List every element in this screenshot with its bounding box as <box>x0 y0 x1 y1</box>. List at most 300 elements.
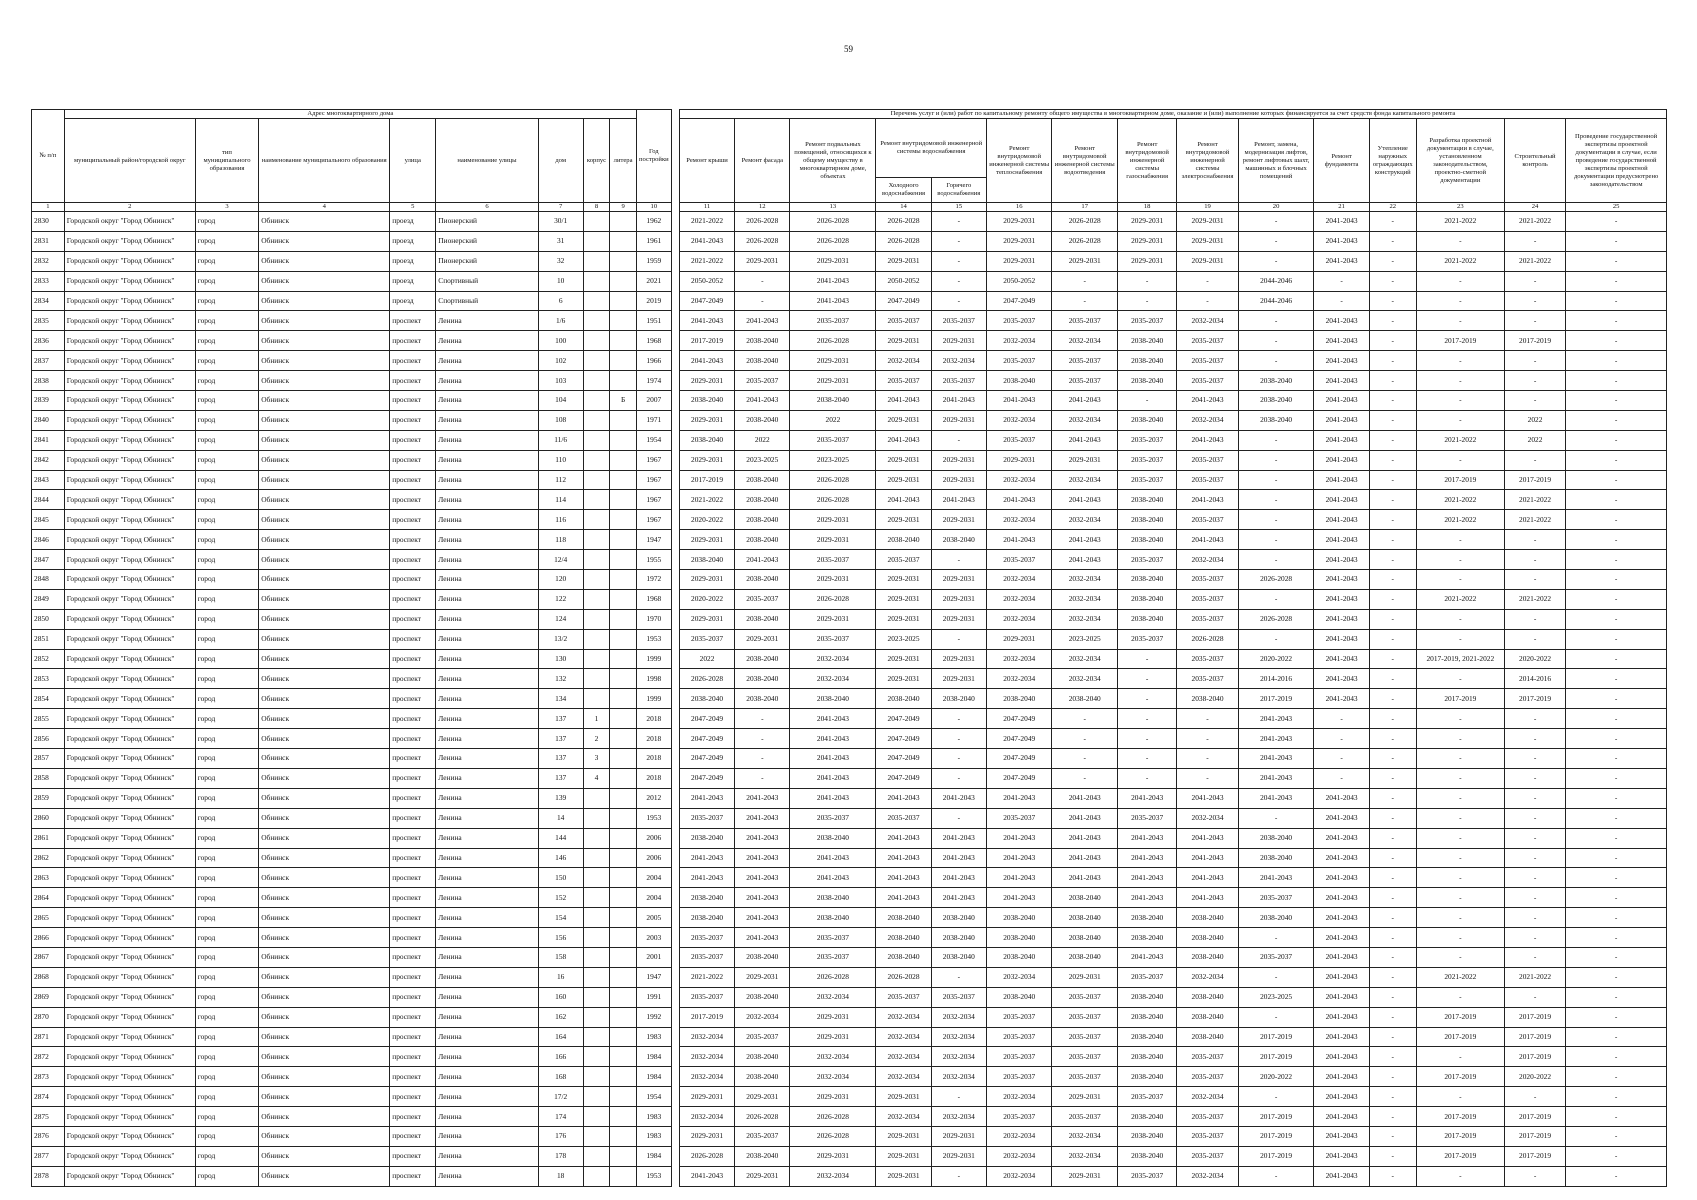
table-cell: 2003 <box>636 928 671 948</box>
table-cell: проспект <box>390 570 436 590</box>
table-cell: 2029-2031 <box>986 629 1052 649</box>
table-cell <box>583 510 610 530</box>
table-cell: 2038-2040 <box>790 689 876 709</box>
gap-cell <box>671 908 679 928</box>
table-cell: Обнинск <box>259 212 390 232</box>
table-cell: 2038-2040 <box>1117 987 1176 1007</box>
table-cell: 2035-2037 <box>1052 1027 1118 1047</box>
table-cell: 2041-2043 <box>1314 351 1369 371</box>
table-cell: Ленина <box>436 788 538 808</box>
gap-cell <box>671 868 679 888</box>
column-number-cell: 8 <box>583 203 610 212</box>
table-cell: 1947 <box>636 967 671 987</box>
table-cell: 11/6 <box>538 430 583 450</box>
table-cell: Обнинск <box>259 271 390 291</box>
table-cell: Городской округ "Город Обнинск" <box>64 470 195 490</box>
table-cell: 114 <box>538 490 583 510</box>
table-cell: 2029-2031 <box>1177 212 1238 232</box>
col-header-num: № п/п <box>32 110 65 203</box>
table-cell: 166 <box>538 1047 583 1067</box>
gap-cell <box>671 251 679 271</box>
table-cell: 2029-2031 <box>931 1146 986 1166</box>
table-cell: 2035-2037 <box>876 808 931 828</box>
table-cell: 174 <box>538 1107 583 1127</box>
table-cell: Городской округ "Город Обнинск" <box>64 510 195 530</box>
table-cell: 2035-2037 <box>1177 470 1238 490</box>
table-cell: - <box>735 749 790 769</box>
table-cell: 2029-2031 <box>790 371 876 391</box>
table-cell <box>610 510 637 530</box>
table-cell: 2029-2031 <box>735 1087 790 1107</box>
table-cell: 12/4 <box>538 550 583 570</box>
table-cell: - <box>1416 450 1504 470</box>
col-header-korpus: корпус <box>583 119 610 203</box>
table-cell: Городской округ "Город Обнинск" <box>64 868 195 888</box>
table-cell: проспект <box>390 709 436 729</box>
table-cell: 2038-2040 <box>1177 1007 1238 1027</box>
table-cell: проспект <box>390 1027 436 1047</box>
table-cell: 132 <box>538 669 583 689</box>
table-cell: 2017-2019 <box>1504 331 1565 351</box>
table-cell: 2 <box>583 729 610 749</box>
table-cell <box>610 212 637 232</box>
table-cell: - <box>1504 808 1565 828</box>
table-cell: 1968 <box>636 331 671 351</box>
table-cell: 2864 <box>32 888 65 908</box>
table-cell: - <box>1566 967 1667 987</box>
table-cell: проспект <box>390 1047 436 1067</box>
table-cell: - <box>1238 231 1314 251</box>
table-cell: 2035-2037 <box>1052 1007 1118 1027</box>
table-cell <box>583 689 610 709</box>
table-cell: 1991 <box>636 987 671 1007</box>
table-cell: Ленина <box>436 609 538 629</box>
table-cell: 17/2 <box>538 1087 583 1107</box>
table-cell: 2032-2034 <box>986 510 1052 530</box>
table-cell: Городской округ "Город Обнинск" <box>64 291 195 311</box>
table-cell: Обнинск <box>259 430 390 450</box>
table-cell: 2041-2043 <box>1177 391 1238 411</box>
table-cell: город <box>195 1007 258 1027</box>
table-cell: 2035-2037 <box>790 947 876 967</box>
table-cell: 2032-2034 <box>931 1027 986 1047</box>
table-cell: 2041-2043 <box>1314 669 1369 689</box>
table-row <box>32 1007 1667 1027</box>
table-cell: - <box>1117 271 1176 291</box>
table-cell: 2035-2037 <box>986 311 1052 331</box>
table-cell: 2029-2031 <box>790 351 876 371</box>
table-cell: - <box>1566 848 1667 868</box>
table-cell: 2022 <box>1504 430 1565 450</box>
table-cell: 2041-2043 <box>986 888 1052 908</box>
table-row <box>32 331 1667 351</box>
table-cell: 2041-2043 <box>1238 709 1314 729</box>
table-cell: 2018 <box>636 729 671 749</box>
table-cell: 2029-2031 <box>986 450 1052 470</box>
table-cell: 2029-2031 <box>931 510 986 530</box>
table-cell: город <box>195 311 258 331</box>
table-cell: 2038-2040 <box>1238 848 1314 868</box>
table-cell: 2041-2043 <box>1314 311 1369 331</box>
table-cell: 2041-2043 <box>1314 928 1369 948</box>
column-number-cell: 16 <box>986 203 1052 212</box>
table-cell: 2029-2031 <box>876 649 931 669</box>
column-number-cell: 13 <box>790 203 876 212</box>
table-cell: 146 <box>538 848 583 868</box>
gap-cell <box>671 828 679 848</box>
table-cell: 2050-2052 <box>876 271 931 291</box>
table-cell: 2017-2019 <box>679 331 734 351</box>
table-cell: 2041-2043 <box>1314 550 1369 570</box>
table-cell: 2041-2043 <box>735 828 790 848</box>
table-cell: 1984 <box>636 1047 671 1067</box>
table-cell <box>610 1047 637 1067</box>
table-cell: Обнинск <box>259 1047 390 1067</box>
table-cell: проезд <box>390 212 436 232</box>
table-cell <box>610 351 637 371</box>
table-cell: город <box>195 1166 258 1186</box>
table-cell: Ленина <box>436 1146 538 1166</box>
table-cell: 1992 <box>636 1007 671 1027</box>
table-cell: 2035-2037 <box>1052 1107 1118 1127</box>
table-cell: - <box>931 231 986 251</box>
column-number-cell: 25 <box>1566 203 1667 212</box>
table-cell: Ленина <box>436 1107 538 1127</box>
table-cell: проспект <box>390 1087 436 1107</box>
table-cell: 2029-2031 <box>679 530 734 550</box>
table-cell: Городской округ "Город Обнинск" <box>64 967 195 987</box>
table-cell: - <box>1504 530 1565 550</box>
table-cell: 2029-2031 <box>931 609 986 629</box>
table-cell <box>583 490 610 510</box>
table-cell: 2038-2040 <box>735 490 790 510</box>
table-cell: 1967 <box>636 490 671 510</box>
table-cell: 2022 <box>735 430 790 450</box>
table-cell: - <box>1369 808 1416 828</box>
table-cell: 2047-2049 <box>679 749 734 769</box>
table-cell: - <box>1416 788 1504 808</box>
table-cell: 2853 <box>32 669 65 689</box>
table-cell: Обнинск <box>259 1166 390 1186</box>
table-cell: - <box>1369 271 1416 291</box>
gap-cell <box>671 430 679 450</box>
table-cell: Обнинск <box>259 391 390 411</box>
table-cell: 1974 <box>636 371 671 391</box>
table-cell: 1967 <box>636 510 671 530</box>
table-cell: - <box>1504 709 1565 729</box>
table-cell: - <box>1117 689 1176 709</box>
table-cell: - <box>1566 689 1667 709</box>
table-cell: 2047-2049 <box>679 291 734 311</box>
table-cell: - <box>931 291 986 311</box>
table-cell: 2035-2037 <box>1117 1087 1176 1107</box>
table-cell: 2018 <box>636 749 671 769</box>
table-cell: - <box>1117 669 1176 689</box>
table-cell: 2006 <box>636 828 671 848</box>
table-cell: проспект <box>390 510 436 530</box>
table-cell: 2035-2037 <box>986 1027 1052 1047</box>
table-cell: 2038-2040 <box>679 908 734 928</box>
table-row <box>32 212 1667 232</box>
table-cell: 2029-2031 <box>679 410 734 430</box>
table-cell: 2038-2040 <box>1117 371 1176 391</box>
table-cell: город <box>195 510 258 530</box>
table-cell: 2023-2025 <box>735 450 790 470</box>
table-cell: 2035-2037 <box>679 987 734 1007</box>
table-cell: - <box>1369 510 1416 530</box>
table-cell: 2038-2040 <box>986 928 1052 948</box>
table-cell: 2029-2031 <box>876 450 931 470</box>
table-cell: 2041-2043 <box>1314 649 1369 669</box>
table-cell: - <box>1314 749 1369 769</box>
table-cell <box>610 1107 637 1127</box>
table-cell: - <box>1566 351 1667 371</box>
table-cell: - <box>1177 291 1238 311</box>
table-cell: 2038-2040 <box>1117 1107 1176 1127</box>
table-cell: - <box>1238 251 1314 271</box>
table-cell: 2862 <box>32 848 65 868</box>
table-cell: - <box>735 709 790 729</box>
table-cell: 104 <box>538 391 583 411</box>
table-cell: 2017-2019 <box>1504 1146 1565 1166</box>
table-cell: 1984 <box>636 1067 671 1087</box>
table-cell: 2038-2040 <box>1117 928 1176 948</box>
table-cell: 2032-2034 <box>1052 1146 1118 1166</box>
table-cell: 2029-2031 <box>1117 231 1176 251</box>
table-cell <box>583 1166 610 1186</box>
table-cell: - <box>1314 768 1369 788</box>
table-cell: 2041-2043 <box>931 391 986 411</box>
table-cell <box>583 928 610 948</box>
table-cell: - <box>1566 311 1667 331</box>
table-cell: 2029-2031 <box>876 251 931 271</box>
table-cell: 2017-2019 <box>1504 470 1565 490</box>
gap-cell <box>671 570 679 590</box>
table-cell <box>610 729 637 749</box>
table-cell: 2038-2040 <box>735 570 790 590</box>
table-cell <box>610 1067 637 1087</box>
table-cell: - <box>1369 908 1416 928</box>
column-number-cell: 18 <box>1117 203 1176 212</box>
table-cell: 2038-2040 <box>931 689 986 709</box>
table-cell: - <box>1238 589 1314 609</box>
table-cell: 2041-2043 <box>876 391 931 411</box>
table-cell: 2041-2043 <box>1177 530 1238 550</box>
table-cell: - <box>1416 231 1504 251</box>
col-header-water-group: Ремонт внутридомовой инженерной системы водоснабжения <box>876 119 987 178</box>
table-cell: 2035-2037 <box>679 808 734 828</box>
table-cell: 2041-2043 <box>1314 1047 1369 1067</box>
table-cell: - <box>1369 311 1416 331</box>
table-cell: - <box>1416 570 1504 590</box>
table-cell <box>610 1166 637 1186</box>
table-cell: 2041-2043 <box>1052 530 1118 550</box>
table-cell <box>610 271 637 291</box>
table-cell: - <box>1566 768 1667 788</box>
table-cell <box>583 649 610 669</box>
table-cell: 2041-2043 <box>931 888 986 908</box>
table-cell: 118 <box>538 530 583 550</box>
table-row <box>32 231 1667 251</box>
table-cell: - <box>1369 371 1416 391</box>
table-cell: 2868 <box>32 967 65 987</box>
table-cell: город <box>195 450 258 470</box>
table-cell: город <box>195 391 258 411</box>
table-cell: 1966 <box>636 351 671 371</box>
table-cell: - <box>1504 947 1565 967</box>
table-cell: 2041-2043 <box>790 729 876 749</box>
table-cell: 2041-2043 <box>1314 231 1369 251</box>
table-cell: город <box>195 1146 258 1166</box>
table-cell: 2029-2031 <box>876 1146 931 1166</box>
table-cell: - <box>1504 828 1565 848</box>
table-cell: Ленина <box>436 490 538 510</box>
table-cell: 2032-2034 <box>876 1107 931 1127</box>
table-cell: 2041-2043 <box>1177 888 1238 908</box>
table-cell: - <box>1369 570 1416 590</box>
table-cell: 2032-2034 <box>986 1126 1052 1146</box>
table-cell: 2041-2043 <box>1314 470 1369 490</box>
table-cell: - <box>1566 709 1667 729</box>
table-cell: 2041-2043 <box>1314 430 1369 450</box>
table-cell: 2047-2049 <box>679 768 734 788</box>
table-cell: Обнинск <box>259 729 390 749</box>
table-cell: 2026-2028 <box>1052 212 1118 232</box>
table-cell: - <box>1416 749 1504 769</box>
table-cell <box>610 629 637 649</box>
table-cell: - <box>1504 768 1565 788</box>
table-cell <box>583 1107 610 1127</box>
table-cell: 2017-2019 <box>1238 1146 1314 1166</box>
table-cell: 2041-2043 <box>735 788 790 808</box>
table-cell: 2041-2043 <box>1314 1166 1369 1186</box>
table-row <box>32 749 1667 769</box>
table-cell: 2021-2022 <box>1504 510 1565 530</box>
table-cell: - <box>1238 450 1314 470</box>
table-cell: 2017-2019 <box>1238 1126 1314 1146</box>
table-cell: 2041-2043 <box>1314 1107 1369 1127</box>
table-cell: Городской округ "Город Обнинск" <box>64 1146 195 1166</box>
table-cell: - <box>1566 609 1667 629</box>
table-cell: 2041-2043 <box>1314 371 1369 391</box>
table-cell: 2035-2037 <box>1177 589 1238 609</box>
table-cell: 2041-2043 <box>735 550 790 570</box>
table-cell: город <box>195 908 258 928</box>
table-cell: 2032-2034 <box>679 1047 734 1067</box>
table-cell: 1968 <box>636 589 671 609</box>
table-cell: 2041-2043 <box>1117 848 1176 868</box>
table-cell: проспект <box>390 311 436 331</box>
table-cell: 2038-2040 <box>1177 689 1238 709</box>
table-cell: проспект <box>390 908 436 928</box>
table-cell: 2035-2037 <box>679 629 734 649</box>
table-cell: 2041-2043 <box>876 490 931 510</box>
table-cell: город <box>195 947 258 967</box>
table-cell: 2038-2040 <box>876 928 931 948</box>
table-cell: 2029-2031 <box>876 1166 931 1186</box>
table-cell: 2017-2019 <box>1416 331 1504 351</box>
table-cell: 2029-2031 <box>790 1007 876 1027</box>
table-cell: - <box>1117 391 1176 411</box>
table-cell <box>610 1087 637 1107</box>
table-cell <box>610 371 637 391</box>
table-cell: 2021-2022 <box>1504 490 1565 510</box>
table-cell: 2041-2043 <box>1177 848 1238 868</box>
table-row <box>32 430 1667 450</box>
table-cell: 2035-2037 <box>1052 371 1118 391</box>
gap-cell <box>671 331 679 351</box>
table-cell: город <box>195 828 258 848</box>
table-cell: Б <box>610 391 637 411</box>
table-cell: 2029-2031 <box>931 1126 986 1146</box>
table-cell: 2843 <box>32 470 65 490</box>
table-cell: - <box>1566 1087 1667 1107</box>
table-cell: 2023-2025 <box>1238 987 1314 1007</box>
table-cell: 2017-2019 <box>1416 1146 1504 1166</box>
table-cell: 2032-2034 <box>790 649 876 669</box>
table-cell: - <box>1416 271 1504 291</box>
table-cell: 2021-2022 <box>1416 430 1504 450</box>
table-cell: - <box>1416 1087 1504 1107</box>
table-cell: 2038-2040 <box>1117 609 1176 629</box>
table-cell: 2041-2043 <box>931 490 986 510</box>
table-cell: Ленина <box>436 1047 538 1067</box>
table-cell: 2038-2040 <box>735 609 790 629</box>
table-cell: проспект <box>390 1166 436 1186</box>
table-cell: 2021 <box>636 271 671 291</box>
table-cell: 2038-2040 <box>735 689 790 709</box>
table-cell: 2029-2031 <box>876 570 931 590</box>
table-cell <box>610 311 637 331</box>
table-cell: - <box>1238 967 1314 987</box>
table-row <box>32 987 1667 1007</box>
table-cell: - <box>1369 768 1416 788</box>
table-cell: Городской округ "Город Обнинск" <box>64 609 195 629</box>
table-cell: 2833 <box>32 271 65 291</box>
col-header-electric: Ремонт внутридомовой инженерной системы электроснабжения <box>1177 119 1238 203</box>
table-cell: Городской округ "Город Обнинск" <box>64 888 195 908</box>
table-cell: 2032-2034 <box>1052 649 1118 669</box>
table-cell <box>583 788 610 808</box>
table-cell: - <box>1238 331 1314 351</box>
table-cell: 2834 <box>32 291 65 311</box>
table-cell: - <box>1238 212 1314 232</box>
table-cell: 2861 <box>32 828 65 848</box>
table-cell: 2038-2040 <box>1238 371 1314 391</box>
table-cell: - <box>1369 212 1416 232</box>
table-cell: - <box>1369 490 1416 510</box>
table-cell <box>583 550 610 570</box>
table-row <box>32 967 1667 987</box>
gap-cell <box>671 1126 679 1146</box>
table-cell: 2029-2031 <box>876 410 931 430</box>
table-cell: город <box>195 1126 258 1146</box>
table-cell: 2035-2037 <box>790 928 876 948</box>
table-cell: 2838 <box>32 371 65 391</box>
table-cell: Городской округ "Город Обнинск" <box>64 430 195 450</box>
table-cell: Городской округ "Город Обнинск" <box>64 1166 195 1186</box>
table-cell: Ленина <box>436 1126 538 1146</box>
table-cell <box>610 470 637 490</box>
table-cell: - <box>1238 1007 1314 1027</box>
table-cell: город <box>195 371 258 391</box>
table-cell: - <box>1566 669 1667 689</box>
table-cell: - <box>1369 1166 1416 1186</box>
table-cell: Обнинск <box>259 470 390 490</box>
table-cell: - <box>1566 649 1667 669</box>
table-cell: 2038-2040 <box>735 510 790 530</box>
table-cell: 2029-2031 <box>679 1126 734 1146</box>
